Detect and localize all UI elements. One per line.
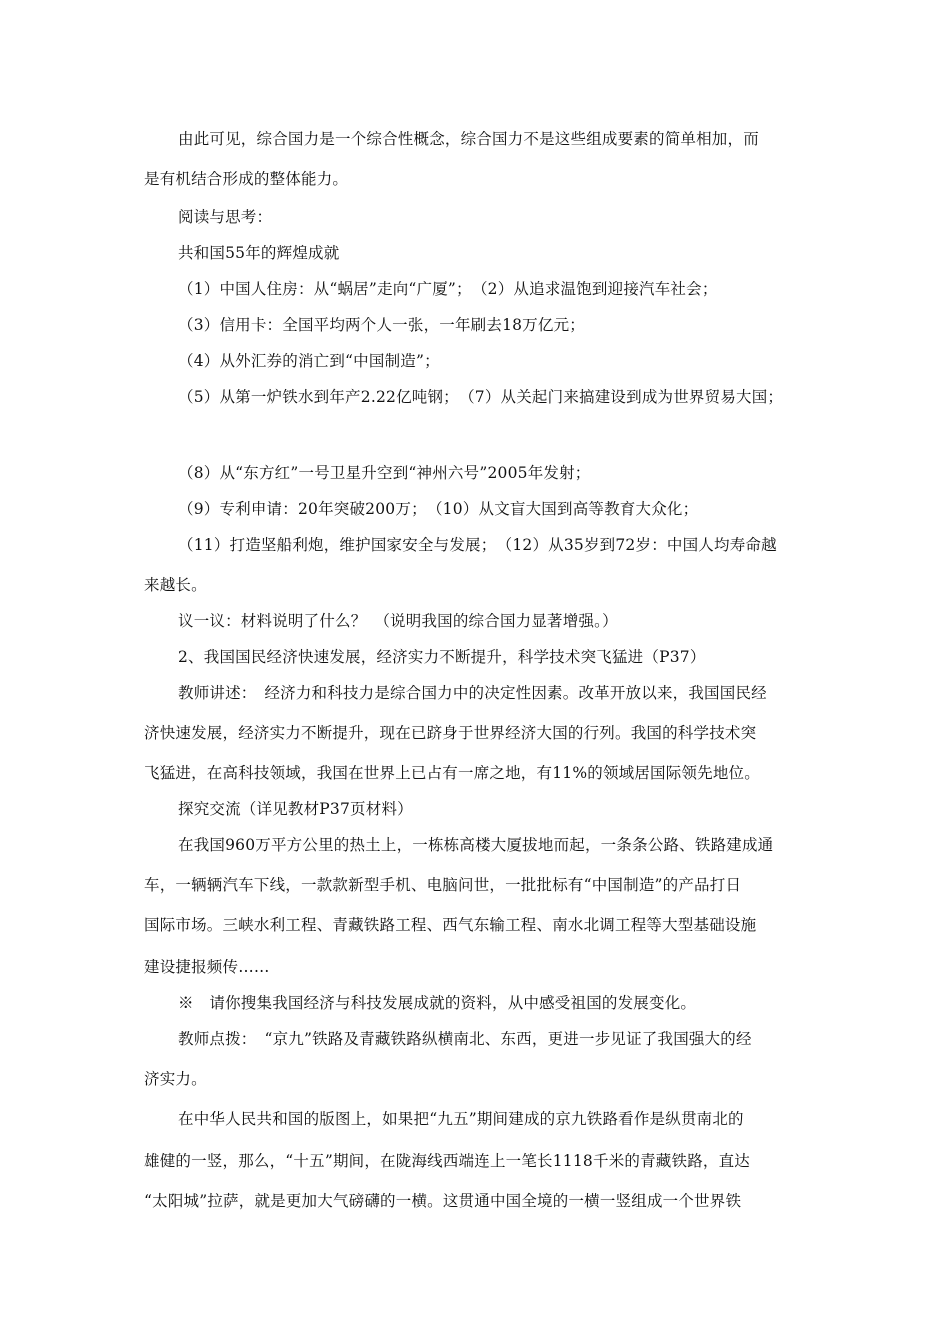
paragraph-line: 是有机结合形成的整体能力。 (144, 170, 349, 188)
paragraph-line: 建设捷报频传…… (144, 958, 270, 976)
paragraph-line: 济实力。 (144, 1070, 207, 1088)
paragraph-line: 来越长。 (144, 576, 207, 594)
paragraph-line: 在我国960万平方公里的热土上，一栋栋高楼大厦拔地而起，一条条公路、铁路建成通 (178, 836, 774, 854)
paragraph-line: 飞猛进，在高科技领域，我国在世界上已占有一席之地，有11%的领域居国际领先地位。 (144, 764, 760, 782)
section-heading: 阅读与思考： (178, 208, 273, 226)
paragraph-line: 由此可见，综合国力是一个综合性概念，综合国力不是这些组成要素的简单相加，而 (178, 130, 759, 148)
paragraph-line: 车，一辆辆汽车下线，一款款新型手机、电脑问世，一批批标有“中国制造”的产品打日 (144, 876, 742, 894)
paragraph-line: 济快速发展，经济实力不断提升，现在已跻身于世界经济大国的行列。我国的科学技术突 (144, 724, 757, 742)
paragraph-line: “太阳城”拉萨，就是更加大气磅礴的一横。这贯通中国全境的一横一竖组成一个世界铁 (144, 1192, 742, 1210)
paragraph-line: 雄健的一竖，那么，“十五”期间，在陇海线西端连上一笔长1118千米的青藏铁路，直达 (144, 1152, 750, 1170)
paragraph-line: 国际市场。三峡水利工程、青藏铁路工程、西气东输工程、南水北调工程等大型基础设施 (144, 916, 757, 934)
paragraph-line: 教师讲述： 经济力和科技力是综合国力中的决定性因素。改革开放以来，我国国民经 (178, 684, 767, 702)
section-heading: 2、我国国民经济快速发展，经济实力不断提升，科学技术突飞猛进（P37） (178, 648, 706, 666)
paragraph-line: ※ 请你搜集我国经济与科技发展成就的资料，从中感受祖国的发展变化。 (178, 994, 697, 1012)
list-item: （3）信用卡：全国平均两个人一张，一年刷去18万亿元； (178, 316, 585, 334)
section-heading: 探究交流（详见教材P37页材料） (178, 800, 413, 818)
list-item: （5）从第一炉铁水到年产2.22亿吨钢； （7）从关起门来搞建设到成为世界贸易大国； (178, 388, 784, 406)
paragraph-line: 在中华人民共和国的版图上，如果把“九五”期间建成的京九铁路看作是纵贯南北的 (178, 1110, 744, 1128)
list-item: （8）从“东方红”一号卫星升空到“神州六号”2005年发射； (178, 464, 591, 482)
discussion-question: 议一议：材料说明了什么？ （说明我国的综合国力显著增强。） (178, 612, 618, 630)
list-item: （11）打造坚船利炮，维护国家安全与发展； （12）从35岁到72岁：中国人均寿命越 (178, 536, 777, 554)
list-item: （1）中国人住房：从“蜗居”走向“广厦”； （2）从追求温饱到迎接汽车社会； (178, 280, 718, 298)
list-item: （4）从外汇券的消亡到“中国制造”； (178, 352, 440, 370)
material-title: 共和国55年的辉煌成就 (178, 244, 340, 262)
paragraph-line: 教师点拨： “京九”铁路及青藏铁路纵横南北、东西，更进一步见证了我国强大的经 (178, 1030, 752, 1048)
list-item: （9）专利申请：20年突破200万； （10）从文盲大国到高等教育大众化； (178, 500, 699, 518)
